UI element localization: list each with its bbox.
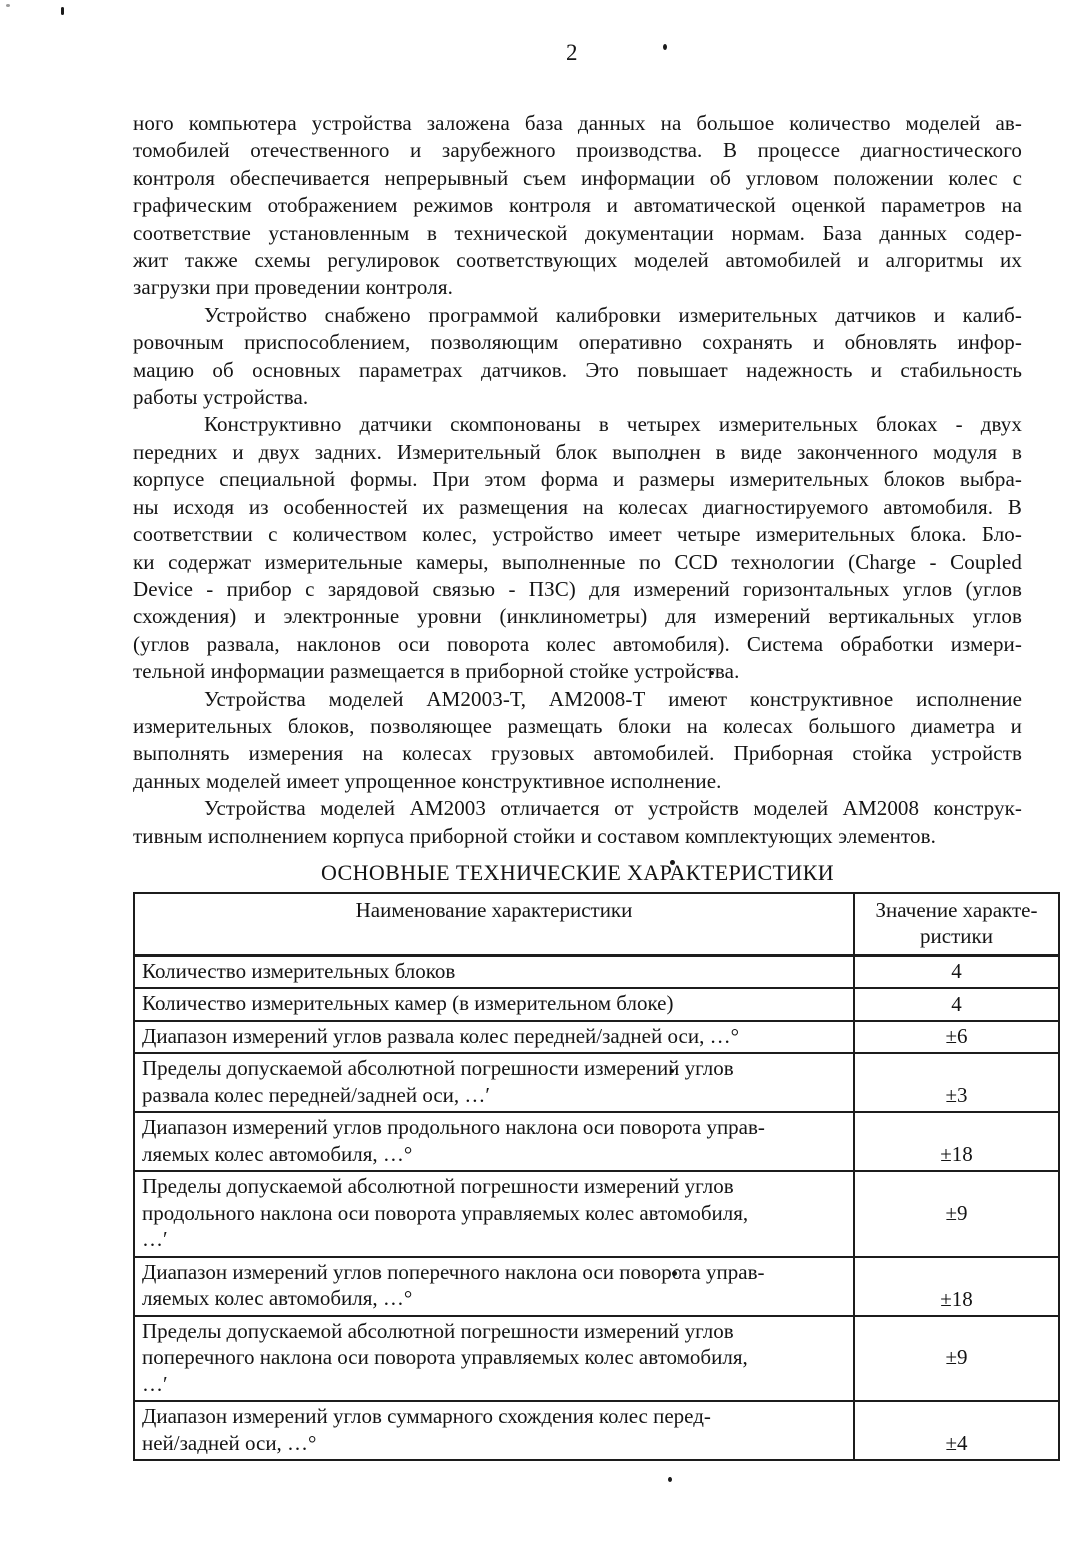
text-line: (углов развала, наклонов оси поворота колес автомобиля). Система обработки измери- (133, 631, 1022, 656)
characteristic-value: ±9 (854, 1316, 1059, 1402)
characteristic-name (134, 955, 854, 988)
characteristic-value: ±4 (854, 1401, 1059, 1460)
text-line: работы устройства. (133, 385, 309, 410)
text-line: тельной информации размещается в приборной стойке устройства. (133, 659, 740, 684)
characteristic-value: 4 (854, 988, 1059, 1021)
table-row (134, 1316, 1059, 1402)
scan-artifact (6, 4, 10, 7)
text-line: передних и двух задних. Измерительный блок выполнен в виде законченного модуля в (133, 439, 1022, 464)
characteristic-value: 4 (854, 955, 1059, 988)
text-line: Устройство снабжено программой калибровки измерительных датчиков и калиб- (204, 302, 1022, 327)
text-line: Устройства моделей АМ2003-Т, АМ2008-Т имеют конструктивное исполнение (204, 686, 1022, 711)
body-text (133, 110, 1022, 850)
table-row (134, 1257, 1059, 1316)
column-header-value-line: Значение характе- (875, 897, 1038, 922)
characteristic-name-line: …′ (142, 1227, 168, 1252)
text-line: Устройства моделей АМ2003 отличается от устройств моделей АМ2008 конструк- (204, 796, 1022, 821)
table-row (134, 955, 1059, 988)
text-line: ного компьютера устройства заложена база данных на большое количество моделей ав- (133, 111, 1022, 135)
characteristic-name-line: Диапазон измерений углов суммарного схождения колес перед- (142, 1404, 711, 1429)
table-title: ОСНОВНЫЕ ТЕХНИЧЕСКИЕ ХАРАКТЕРИСТИКИ (320, 859, 835, 885)
scan-artifact (61, 7, 64, 15)
specifications-table (133, 892, 1060, 1462)
characteristic-name-line: Пределы допускаемой абсолютной погрешности измерений углов (142, 1318, 734, 1343)
scan-artifact (663, 44, 667, 50)
characteristic-name-line: ляемых колес автомобиля, …° (142, 1141, 413, 1166)
text-line: контроля обеспечивается непрерывный съем информации об угловом положении колес с (133, 165, 1022, 190)
characteristic-name (134, 1021, 854, 1054)
text-line: ны исходя из особенностей их размещения на колесах диагностируемого автомобиля. В (133, 494, 1022, 519)
text-line: ки содержат измерительные камеры, выполненные по CCD технологии (Charge - Coupled (133, 549, 1022, 574)
paragraph (133, 302, 1022, 412)
text-line: мацию об основных параметрах датчиков. Это повышает надежность и стабильность (133, 357, 1022, 382)
table-row (134, 988, 1059, 1021)
characteristic-name (134, 1257, 854, 1316)
characteristic-name (134, 1053, 854, 1112)
page-number: 2 (566, 40, 578, 65)
table-row (134, 1401, 1059, 1460)
table-row (134, 1171, 1059, 1257)
characteristic-name-line: Диапазон измерений углов поперечного наклона оси поворота управ- (142, 1259, 765, 1284)
table-row (134, 1112, 1059, 1171)
characteristic-name-line: …′ (142, 1371, 168, 1396)
characteristic-name (134, 1112, 854, 1171)
text-line: Device - прибор с зарядовой связью - ПЗС) для измерений горизонтальных углов (углов (133, 576, 1022, 601)
characteristic-name-line: поперечного наклона оси поворота управляемых колес автомобиля, (142, 1345, 748, 1370)
text-line: выполнять измерения на колесах грузовых автомобилей. Приборная стойка устройств (133, 741, 1022, 766)
characteristic-name-line: развала колес передней/задней оси, …′ (142, 1082, 491, 1107)
text-line: Конструктивно датчики скомпонованы в четырех измерительных блоках - двух (204, 412, 1022, 437)
table-body (134, 955, 1059, 1460)
characteristic-value: ±18 (854, 1257, 1059, 1316)
characteristic-name (134, 988, 854, 1021)
text-line: соответствии с количеством колес, устройство имеет четыре измерительных блока. Бло- (133, 522, 1022, 547)
paragraph (133, 110, 1022, 302)
table-header-row (134, 893, 1059, 956)
table-row (134, 1021, 1059, 1054)
column-header-value-line: ристики (920, 923, 993, 948)
characteristic-name-line: Пределы допускаемой абсолютной погрешности измерений углов (142, 1174, 734, 1199)
characteristic-value: ±18 (854, 1112, 1059, 1171)
characteristic-value: ±3 (854, 1053, 1059, 1112)
text-line: жит также схемы регулировок соответствующих моделей автомобилей и алгоритмы их (133, 248, 1022, 273)
text-line: ровочным приспособлением, позволяющим оперативно сохранять и обновлять инфор- (133, 330, 1022, 355)
text-line: графическим отображением режимов контроля и автоматической оценкой параметров на (133, 193, 1022, 218)
text-line: схождения) и электронные уровни (инклинометры) для измерений вертикальных углов (133, 604, 1022, 629)
table-row (134, 1053, 1059, 1112)
characteristic-value: ±6 (854, 1021, 1059, 1054)
text-line: загрузки при проведении контроля. (133, 275, 453, 300)
table-header (134, 893, 1059, 956)
characteristic-name (134, 1401, 854, 1460)
scan-artifact (668, 1477, 672, 1482)
column-header-value (854, 893, 1059, 956)
page-content (133, 110, 1038, 1461)
characteristic-name-line: Количество измерительных камер (в измерительном блоке) (142, 991, 674, 1016)
paragraph (133, 686, 1022, 796)
text-line: измерительных блоков, позволяющее размещать блоки на колесах большого диаметра и (133, 713, 1022, 738)
characteristic-name-line: продольного наклона оси поворота управляемых колес автомобиля, (142, 1200, 749, 1225)
text-line: данных моделей имеет упрощенное конструктивное исполнение. (133, 768, 722, 793)
characteristic-name-line: Количество измерительных блоков (142, 958, 456, 983)
text-line: корпусе специальной формы. При этом форма и размеры измерительных блоков выбра- (133, 467, 1022, 492)
column-header-name: Наименование характеристики (134, 893, 854, 956)
characteristic-name-line: Диапазон измерений углов развала колес передней/задней оси, …° (142, 1023, 739, 1048)
characteristic-name-line: ляемых колес автомобиля, …° (142, 1286, 413, 1311)
paragraph (133, 795, 1022, 850)
paragraph (133, 411, 1022, 685)
characteristic-name (134, 1171, 854, 1257)
characteristic-name-line: Пределы допускаемой абсолютной погрешности измерений углов (142, 1056, 734, 1081)
characteristic-name (134, 1316, 854, 1402)
text-line: соответствие установленным в технической документации нормам. База данных содер- (133, 220, 1022, 245)
characteristic-name-line: ней/задней оси, …° (142, 1430, 317, 1455)
text-line: томобилей отечественного и зарубежного производства. В процессе диагностического (133, 138, 1022, 163)
text-line: тивным исполнением корпуса приборной стойки и составом комплектующих элементов. (133, 823, 936, 848)
characteristic-name-line: Диапазон измерений углов продольного наклона оси поворота управ- (142, 1115, 765, 1140)
characteristic-value: ±9 (854, 1171, 1059, 1257)
